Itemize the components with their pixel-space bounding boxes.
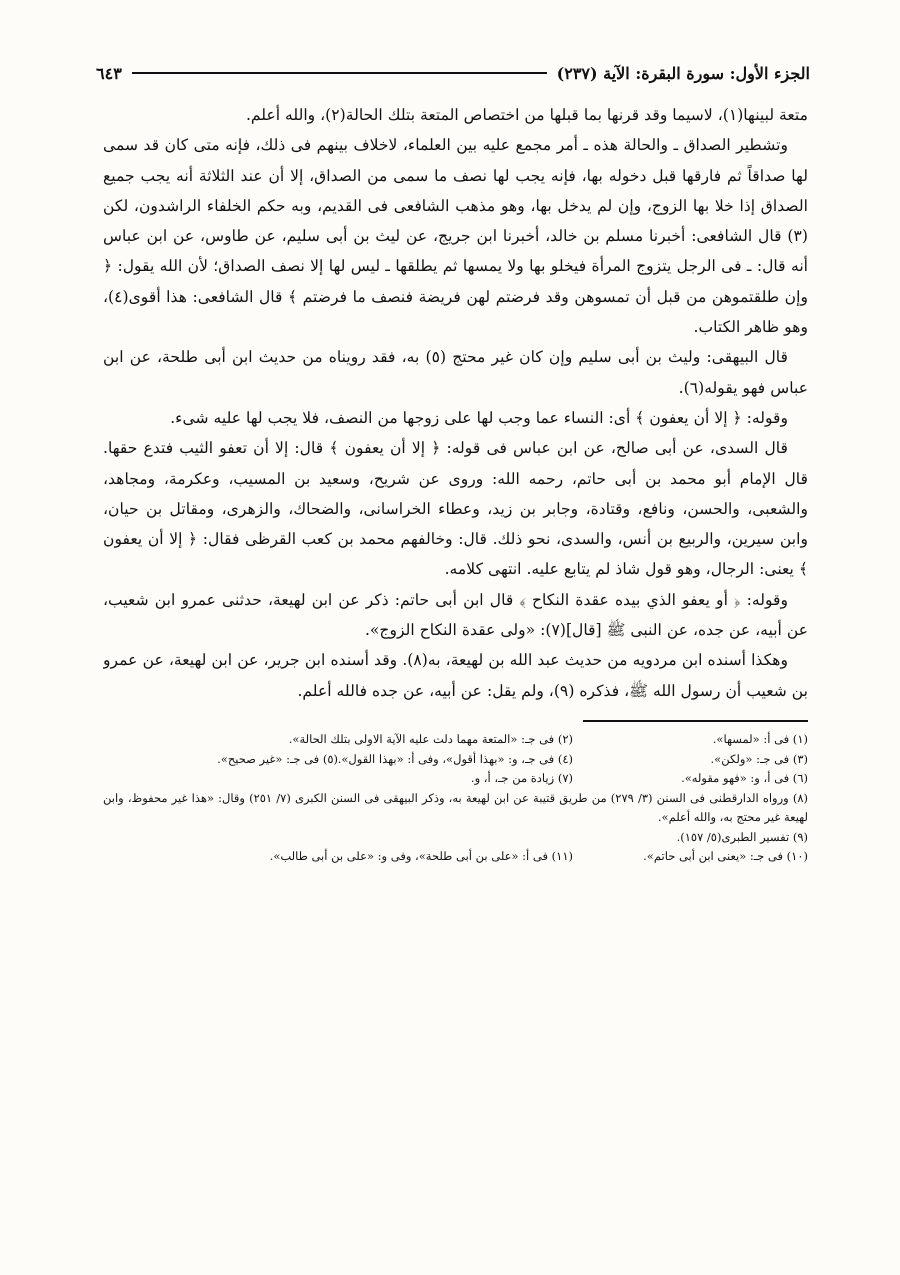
- header-rule: [132, 72, 547, 74]
- footnote-3: (٣) فى جـ: «ولكن».: [710, 751, 808, 766]
- footnote-5: (٥) فى جـ: «غير صحيح».: [217, 751, 338, 766]
- paragraph-8: [103, 706, 808, 710]
- footnote-6: (٦) فى أ، و: «فهو مقوله».: [681, 771, 808, 785]
- paragraph-4: وقوله: ﴿ إلا أن يعفون ﴾ أى: النساء عما وجب لها على زوجها من النصف، فلا يجب لها عليه شىء.: [170, 408, 788, 427]
- footnote-8: (٨) ورواه الدارقطنى فى السنن (٣/ ٢٧٩) من طريق قتيبة عن ابن لهيعة به، وذكر البيهقى فى السنن الكبرى (٧/ ٢٥١) وقال: «هذا غير محفوظ، وابن لهيعة غير محتج به، والله أعلم».: [103, 790, 809, 824]
- footnote-row: [103, 750, 808, 770]
- footnote-row: [103, 847, 808, 867]
- footnote-11: (١١) فى أ: «على بن أبى طلحة»، وفى و: «على بن أبى طالب».: [269, 849, 573, 863]
- footnote-1: (١) فى أ: «لمسها».: [712, 732, 808, 746]
- footnote-2: (٢) فى جـ: «المتعة مهما دلت عليه الآية الاولى بتلك الحالة».: [288, 732, 573, 746]
- footnote-7: (٧) زيادة من جـ، أ، و.: [470, 771, 573, 785]
- footnote-9: (٩) تفسير الطبرى(٥/ ١٥٧).: [676, 829, 808, 844]
- paragraph-6: وقوله: ﴿ أو يعفو الذي بيده عقدة النكاح ﴾ قال ابن أبى حاتم: ذكر عن ابن لهيعة، حدثنى عمرو ابن شعيب، عن أبيه، عن جده، عن النبى ﷺ [قال](٧): «ولى عقدة النكاح الزوج».: [103, 590, 808, 640]
- footnote-row: [103, 730, 808, 750]
- running-header: [96, 60, 810, 86]
- footnote-separator: [583, 720, 808, 722]
- header-title: الجزء الأول: سورة البقرة: الآية (٢٣٧): [556, 63, 810, 83]
- paragraph-1: متعة لبينها(١)، لاسيما وقد قرنها بما قبلها من اختصاص المتعة بتلك الحالة(٢)، والله أعلم.: [245, 106, 808, 124]
- footnote-10: (١٠) فى جـ: «يعنى ابن أبى حاتم».: [643, 849, 808, 863]
- main-text: [103, 100, 808, 710]
- footnote-4: (٤) فى جـ، و: «بهذا أقول»، وفى أ: «بهذا القول».: [337, 751, 573, 766]
- page-number: ٦٤٣: [96, 63, 122, 83]
- footnote-row: [103, 769, 808, 789]
- paragraph-7: وهكذا أسنده ابن مردويه من حديث عبد الله بن لهيعة، به(٨). وقد أسنده ابن جرير، عن ابن لهيعة، عن عمرو بن شعيب أن رسول الله ﷺ، فذكره (٩)، ولم يقل: عن أبيه، عن جده فالله أعلم.: [103, 651, 808, 700]
- footnotes: [103, 730, 808, 867]
- paragraph-2: وتشطير الصداق ـ والحالة هذه ـ أمر مجمع عليه بين العلماء، لاخلاف بينهم فى ذلك، فإنه متى كان قد سمى لها صداقاً ثم فارقها قبل دخوله بها، فإنه يجب لها نصف ما سمى من الصداق، إلا أن عند الثلاثة أنه يجب جميع الصداق إذا خلا بها الزوج، وإن لم يدخل بها، وهو مذهب الشافعى فى القديم، وبه حكم الخلفاء الراشدون، لكن (٣) قال الشافعى: أخبرنا مسلم بن خالد، أخبرنا ابن جريج، عن ليث بن أبى سليم، عن طاوس، عن ابن عباس أنه قال: ـ فى الرجل يتزوج المرأة فيخلو بها ولا يمسها ثم يطلقها ـ ليس لها إلا نصف الصداق؛ لأن الله يقول: ﴿ وإن طلقتموهن من قبل أن تمسوهن وقد فرضتم لهن فريضة فنصف ما فرضتم ﴾ قال الشافعى: هذا أقوى(٤)، وهو ظاهر الكتاب.: [103, 136, 808, 337]
- paragraph-5: قال السدى، عن أبى صالح، عن ابن عباس فى قوله: ﴿ إلا أن يعفون ﴾ قال: إلا أن تعفو الثيب فتدع حقها. قال الإمام أبو محمد بن أبى حاتم، رحمه الله: وروى عن شريح، وسعيد بن المسيب، وعكرمة، ومجاهد، والشعبى، والحسن، ونافع، وقتادة، وجابر بن زيد، وعطاء الخراسانى، والضحاك، والزهرى، ومقاتل بن حيان، وابن سيرين، والربيع بن أنس، والسدى، نحو ذلك. قال: وخالفهم محمد بن كعب القرظى فقال: ﴿ إلا أن يعفون ﴾ يعنى: الرجال، وهو قول شاذ لم يتابع عليه. انتهى كلامه.: [103, 439, 808, 579]
- paragraph-3: قال البيهقى: وليث بن أبى سليم وإن كان غير محتج (٥) به، فقد رويناه من حديث ابن أبى طلحة، عن ابن عباس فهو يقوله(٦).: [103, 348, 808, 397]
